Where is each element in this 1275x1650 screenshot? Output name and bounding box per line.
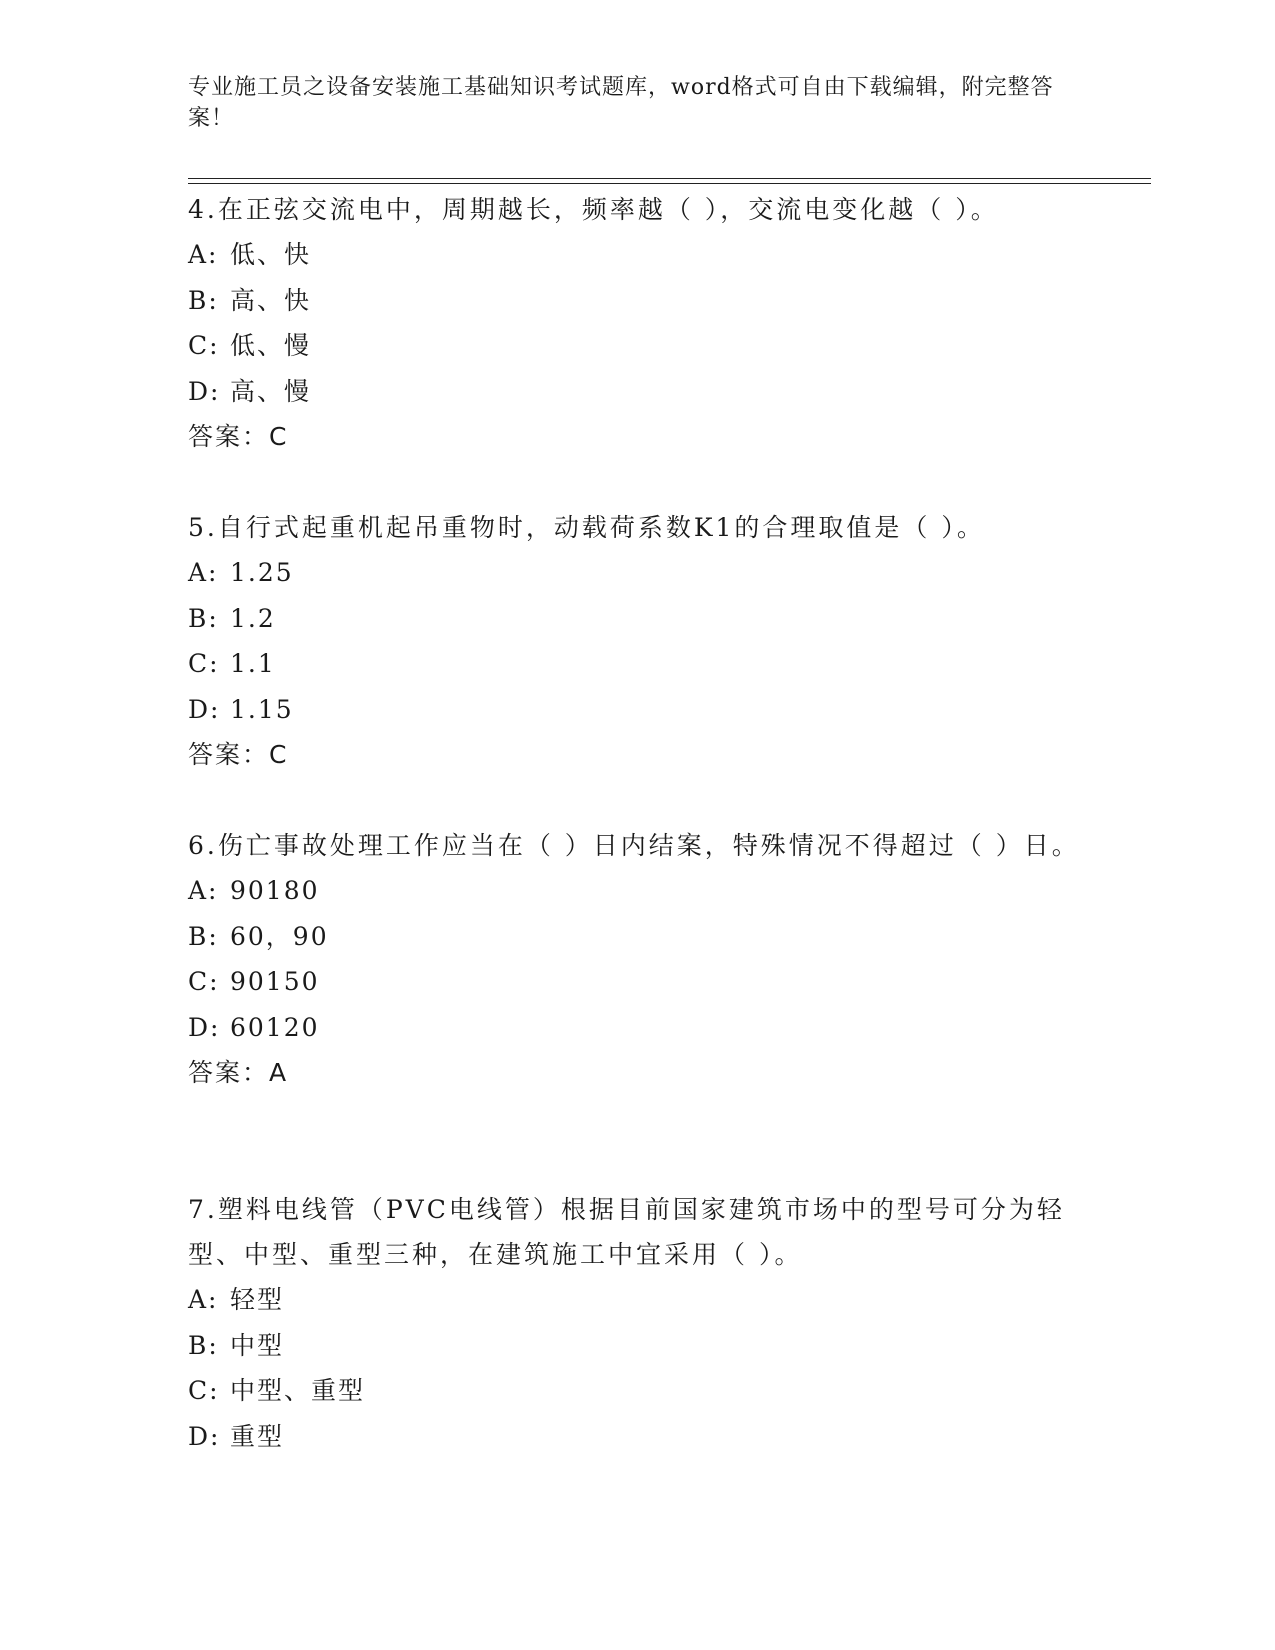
option-text: 90150	[230, 967, 320, 996]
option-c	[188, 959, 1088, 1005]
option-d	[188, 1414, 1088, 1460]
option-key: D:	[188, 376, 221, 406]
question-5	[188, 505, 1088, 777]
answer-line: 答案：A	[188, 1058, 289, 1087]
option-b	[188, 914, 1088, 960]
option-key: A:	[188, 876, 219, 905]
option-b	[188, 1323, 1088, 1369]
option-text: 60，90	[230, 921, 329, 951]
option-a	[188, 868, 1088, 914]
option-text: 高、慢	[230, 376, 312, 406]
option-key: C:	[188, 649, 220, 678]
option-c	[188, 323, 1088, 369]
option-key: A:	[188, 558, 219, 587]
question-6	[188, 823, 1088, 1095]
option-text: 中型、重型	[230, 1376, 366, 1405]
answer-line: 答案：C	[188, 422, 289, 451]
header-divider-bottom	[188, 183, 1151, 184]
option-key: C:	[188, 1376, 220, 1405]
option-text: 1.1	[230, 649, 276, 678]
option-key: A:	[188, 1285, 219, 1314]
question-stem: 4.在正弦交流电中，周期越长，频率越（ ），交流电变化越（ ）。	[188, 195, 999, 224]
option-key: C:	[188, 331, 220, 360]
option-key: D:	[188, 694, 221, 724]
option-list	[188, 232, 1088, 414]
option-list	[188, 1277, 1088, 1459]
option-a	[188, 1277, 1088, 1323]
option-key: B:	[188, 1330, 219, 1360]
option-text: 轻型	[230, 1285, 285, 1314]
option-key: D:	[188, 1421, 221, 1451]
option-text: 1.25	[230, 558, 294, 587]
question-7	[188, 1187, 1088, 1459]
answer-line: 答案：C	[188, 740, 289, 769]
option-c	[188, 1368, 1088, 1414]
option-text: 中型	[230, 1330, 285, 1360]
option-text: 60120	[230, 1012, 320, 1042]
option-key: D:	[188, 1012, 221, 1042]
question-stem: 5.自行式起重机起吊重物时，动载荷系数K1的合理取值是（ ）。	[188, 513, 985, 542]
option-text: 1.15	[230, 694, 294, 724]
option-list	[188, 550, 1088, 732]
option-text: 1.2	[230, 603, 276, 633]
option-text: 低、慢	[230, 331, 312, 360]
question-stem: 6.伤亡事故处理工作应当在（ ）日内结案，特殊情况不得超过（ ）日。	[188, 831, 1080, 860]
option-key: B:	[188, 921, 219, 951]
option-text: 高、快	[230, 285, 312, 315]
header-divider-top	[188, 178, 1151, 179]
option-key: B:	[188, 603, 219, 633]
question-stem: 7.塑料电线管（PVC电线管）根据目前国家建筑市场中的型号可分为轻型、中型、重型三种，在建筑施工中宜采用（ ）。	[188, 1195, 1065, 1269]
option-d	[188, 1005, 1088, 1051]
option-text: 重型	[230, 1421, 285, 1451]
option-a	[188, 232, 1088, 278]
option-key: C:	[188, 967, 220, 996]
option-b	[188, 278, 1088, 324]
option-text: 低、快	[230, 240, 312, 269]
option-list	[188, 868, 1088, 1050]
option-a	[188, 550, 1088, 596]
question-4	[188, 187, 1088, 459]
document-header: 专业施工员之设备安装施工基础知识考试题库，word格式可自由下载编辑，附完整答案！	[188, 75, 1054, 131]
option-c	[188, 641, 1088, 687]
option-text: 90180	[230, 876, 320, 905]
option-d	[188, 687, 1088, 733]
option-key: B:	[188, 285, 219, 315]
option-b	[188, 596, 1088, 642]
option-key: A:	[188, 240, 219, 269]
option-d	[188, 369, 1088, 415]
